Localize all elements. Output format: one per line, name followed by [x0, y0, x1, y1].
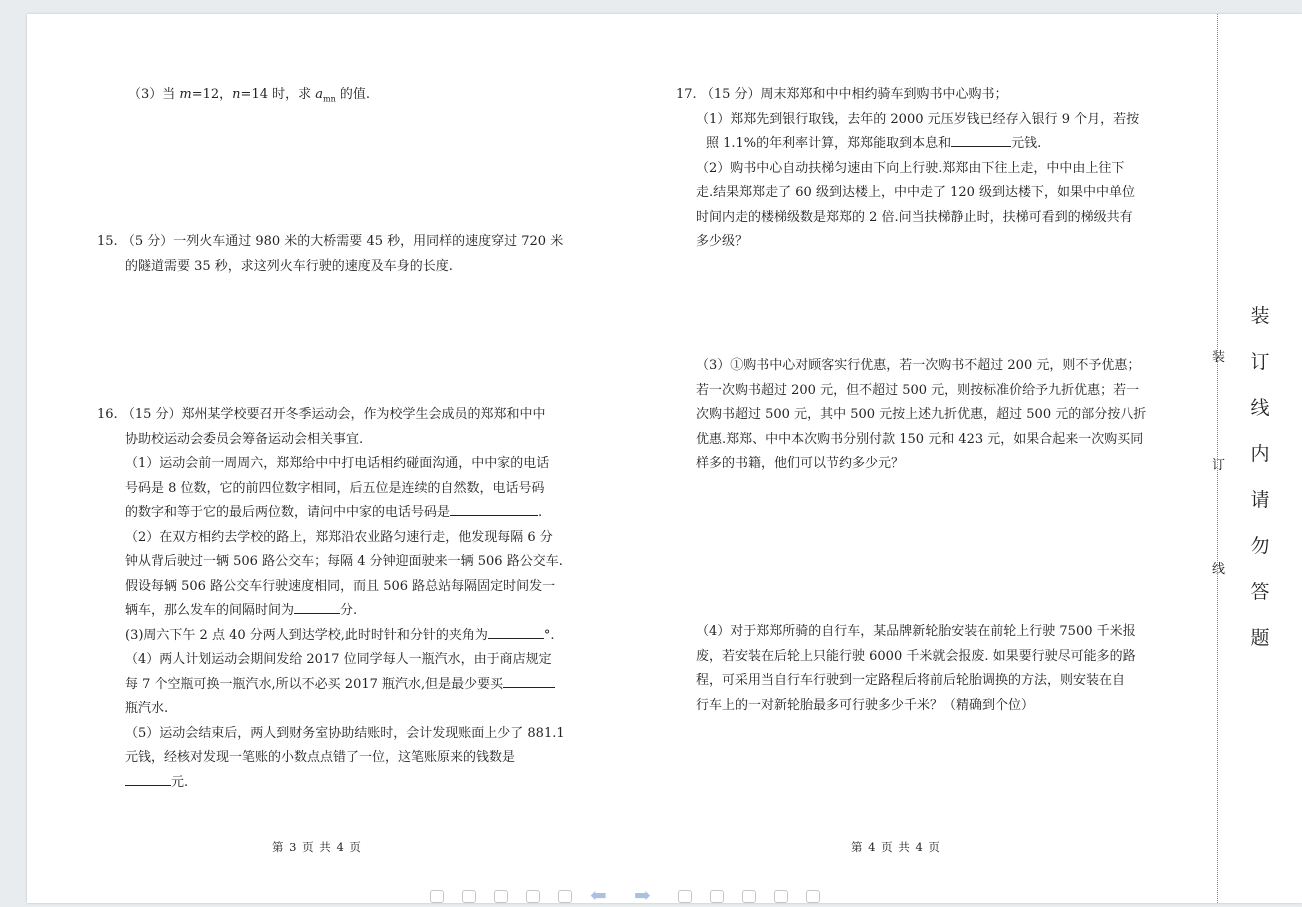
q16-line: 瓶汽水. — [125, 701, 169, 716]
q17-line: （3）①购书中心对顾客实行优惠，若一次购书不超过 200 元，则不予优惠； — [696, 358, 1141, 373]
q17-line: 样多的书籍，他们可以节约多少元？ — [696, 456, 905, 471]
fit-page-icon[interactable] — [462, 890, 476, 903]
q17-line: 走.结果郑郑走了 60 级到达楼上，中中走了 120 级到达楼下，如果中中单位 — [696, 185, 1136, 200]
arrow-left-icon[interactable]: ⬅ — [590, 883, 607, 907]
q16-line: （15 分）郑州某学校要召开冬季运动会，作为校学生会成员的郑郑和中中 — [121, 407, 546, 422]
q14-text: 的值. — [335, 87, 371, 102]
q14-part3 — [128, 83, 370, 112]
q16-line: 假设每辆 506 路公交车行驶速度相同，而且 506 路总站每隔固定时间发一 — [125, 578, 556, 594]
binding-char-small: 线 — [1212, 562, 1226, 577]
q16-line: °. — [543, 627, 555, 643]
rotate-left-icon[interactable] — [678, 890, 692, 903]
q17-line: （15 分）周末郑郑和中中相约骑车到购书中心购书； — [700, 87, 1008, 102]
q17-line: 照 1.1%的年利率计算，郑郑能取到本息和 — [706, 136, 952, 151]
answer-blank[interactable] — [503, 673, 555, 688]
var-m: m — [179, 87, 192, 102]
question-number: 15. — [97, 234, 118, 249]
q15-line: 的隧道需要 35 秒，求这列火车行驶的速度及车身的长度. — [125, 258, 453, 274]
question-number: 16. — [97, 407, 118, 422]
rotate-right-icon[interactable] — [710, 890, 724, 903]
more-icon[interactable] — [806, 890, 820, 903]
arrow-right-icon[interactable]: ➡ — [634, 883, 651, 907]
binding-char: 答 — [1250, 581, 1270, 603]
question-15 — [97, 230, 567, 279]
page-layout-icon[interactable] — [558, 890, 572, 903]
q17-line: 废，若安装在后轮上只能行驶 6000 千米就会报废. 如果要行驶尽可能多的路 — [696, 648, 1136, 664]
q14-text: =14 时，求 — [240, 87, 316, 102]
q16-line: 号码是 8 位数，它的前四位数字相同，后五位是连续的自然数，电话号码 — [125, 480, 545, 496]
answer-blank[interactable] — [951, 132, 1011, 147]
q16-line: （1）运动会前一周周六，郑郑给中中打电话相约碰面沟通，中中家的电话 — [125, 456, 550, 471]
q15-line: （5 分）一列火车通过 980 米的大桥需要 45 秒，用同样的速度穿过 720 米 — [121, 234, 564, 249]
question-16 — [97, 403, 567, 795]
search-icon[interactable] — [526, 890, 540, 903]
q17-line: 若一次购书超过 200 元，但不超过 500 元，则按标准价给予九折优惠；若一 — [696, 382, 1140, 398]
page-footer-left: 第 3 页 共 4 页 — [272, 840, 362, 854]
q17-line: 程，可采用当自行车行驶到一定路程后将前后轮胎调换的方法，则安装在自 — [696, 673, 1126, 688]
q17-line: （2）购书中心自动扶梯匀速由下向上行驶.郑郑由下往上走，中中由上往下 — [696, 160, 1125, 176]
question-number: 17. — [676, 87, 697, 102]
q16-line: 辆车，那么发车的间隔时间为 — [125, 603, 295, 618]
q16-line: 钟从背后驶过一辆 506 路公交车；每隔 4 分钟迎面驶来一辆 506 路公交车. — [125, 554, 563, 569]
q16-line: 协助校运动会委员会筹备运动会相关事宜. — [125, 431, 364, 447]
question-17-part4 — [696, 620, 1156, 718]
q16-line: 元. — [171, 774, 189, 790]
q16-line: （4）两人计划运动会期间发给 2017 位同学每人一瓶汽水，由于商店规定 — [125, 652, 552, 667]
q16-line: 的数字和等于它的最后两位数，请问中中家的电话号码是 — [125, 505, 451, 520]
q17-line: 行车上的一对新轮胎最多可行驶多少千米？（精确到个位） — [696, 697, 1035, 713]
q17-line: 优惠.郑郑、中中本次购书分别付款 150 元和 423 元，如果合起来一次购买同 — [696, 431, 1144, 447]
binding-char-small: 订 — [1212, 458, 1226, 473]
answer-blank[interactable] — [294, 599, 340, 614]
subscript-mn: mn — [323, 94, 336, 104]
page-footer-right: 第 4 页 共 4 页 — [851, 840, 941, 854]
binding-char: 题 — [1250, 627, 1270, 649]
question-17-part3 — [696, 354, 1156, 477]
var-n: n — [232, 87, 241, 102]
zoom-out-icon[interactable] — [430, 890, 444, 903]
q14-text: （3）当 — [128, 87, 180, 102]
binding-warning — [1250, 293, 1270, 661]
q16-line: (3)周六下午 2 点 40 分两人到达学校,此时时针和分针的夹角为 — [125, 627, 488, 643]
q17-line: （4）对于郑郑所骑的自行车，某品牌新轮胎安装在前轮上行驶 7500 千米报 — [696, 624, 1136, 639]
q16-line: 分. — [340, 603, 358, 618]
binding-char: 装 — [1250, 305, 1270, 327]
zoom-in-icon[interactable] — [494, 890, 508, 903]
answer-blank[interactable] — [450, 501, 538, 516]
q17-line: 次购书超过 500 元，其中 500 元按上述九折优惠，超过 500 元的部分按八折 — [696, 407, 1147, 422]
binding-char: 订 — [1250, 351, 1270, 373]
binding-char: 内 — [1250, 443, 1270, 465]
answer-blank[interactable] — [125, 771, 171, 786]
q14-text: =12， — [191, 87, 233, 102]
delete-icon[interactable] — [742, 890, 756, 903]
binding-char: 线 — [1250, 397, 1270, 419]
binding-char-small: 装 — [1212, 350, 1226, 365]
binding-char: 请 — [1250, 489, 1270, 511]
binding-char: 勿 — [1250, 535, 1270, 557]
q16-line: （5）运动会结束后，两人到财务室协助结账时，会计发现账面上少了 881.1 — [125, 725, 565, 741]
var-a: a — [315, 87, 324, 102]
q17-line: （1）郑郑先到银行取钱，去年的 2000 元压岁钱已经存入银行 9 个月，若按 — [696, 111, 1140, 127]
q16-line: 元钱，经核对发现一笔账的小数点点错了一位，这笔账原来的钱数是 — [125, 750, 516, 765]
q17-line: 时间内走的楼梯级数是郑郑的 2 倍.问当扶梯静止时，扶梯可看到的梯级共有 — [696, 209, 1133, 225]
edit-icon[interactable] — [774, 890, 788, 903]
q17-line: 多少级？ — [696, 234, 749, 249]
q16-line: . — [538, 505, 543, 520]
q16-line: 每 7 个空瓶可换一瓶汽水,所以不必买 2017 瓶汽水,但是最少要买 — [125, 676, 504, 692]
question-17 — [676, 83, 1151, 255]
q16-line: （2）在双方相约去学校的路上，郑郑沿农业路匀速行走，他发现每隔 6 分 — [125, 529, 553, 545]
q17-line: 元钱. — [1011, 136, 1042, 151]
answer-blank[interactable] — [488, 624, 544, 639]
viewer-toolbar — [430, 883, 820, 907]
